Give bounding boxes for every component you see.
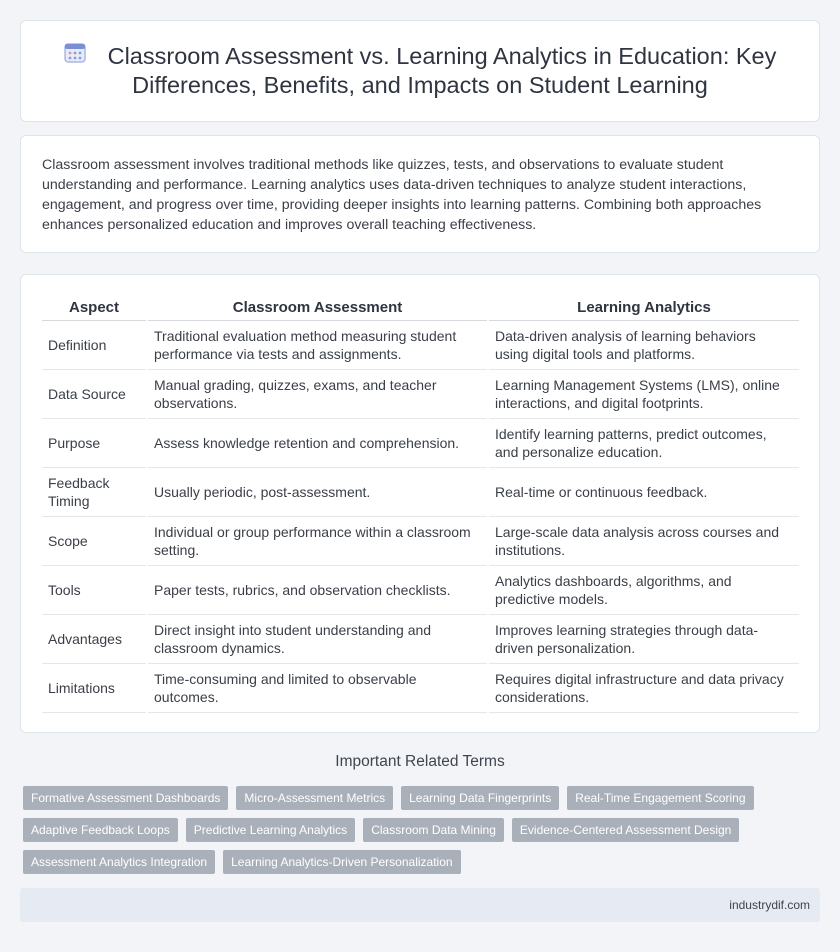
term-tag[interactable]: Classroom Data Mining (363, 818, 504, 842)
row-aspect: Limitations (42, 663, 147, 712)
table-row (42, 565, 799, 614)
calendar-icon (64, 41, 86, 63)
table-header-row (42, 294, 799, 320)
row-classroom-assessment: Traditional evaluation method measuring student performance via tests and assignments. (147, 320, 488, 369)
row-classroom-assessment: Direct insight into student understanding and classroom dynamics. (147, 614, 488, 663)
title-card (20, 20, 820, 122)
page-title (61, 42, 779, 100)
row-classroom-assessment: Assess knowledge retention and comprehension. (147, 418, 488, 467)
row-aspect: Advantages (42, 614, 147, 663)
table-row (42, 467, 799, 516)
footer-site-link[interactable]: industrydif.com (729, 898, 810, 912)
comparison-table (42, 294, 799, 713)
term-tag[interactable]: Adaptive Feedback Loops (23, 818, 178, 842)
term-tag[interactable]: Learning Data Fingerprints (401, 786, 559, 810)
table-row (42, 663, 799, 712)
row-learning-analytics: Improves learning strategies through data-driven personalization. (488, 614, 799, 663)
row-aspect: Tools (42, 565, 147, 614)
table-row (42, 614, 799, 663)
header-classroom-assessment: Classroom Assessment (147, 294, 488, 320)
header-learning-analytics: Learning Analytics (488, 294, 799, 320)
row-learning-analytics: Real-time or continuous feedback. (488, 467, 799, 516)
intro-paragraph: Classroom assessment involves traditional methods like quizzes, tests, and observations to evaluate student understanding and performance. Learning analytics uses data-driven techniques to analyze student interactions, engagement, and progress over time, providing deeper insights into learning patterns. Combining both approaches enhances personalized education and improves overall teaching effectiveness. (42, 157, 762, 233)
row-learning-analytics: Identify learning patterns, predict outcomes, and personalize education. (488, 418, 799, 467)
row-learning-analytics: Learning Management Systems (LMS), online interactions, and digital footprints. (488, 369, 799, 418)
term-tag[interactable]: Evidence-Centered Assessment Design (512, 818, 739, 842)
row-aspect: Data Source (42, 369, 147, 418)
table-row (42, 369, 799, 418)
row-aspect: Definition (42, 320, 147, 369)
row-aspect: Purpose (42, 418, 147, 467)
related-terms-list (23, 786, 803, 874)
row-learning-analytics: Data-driven analysis of learning behaviors using digital tools and platforms. (488, 320, 799, 369)
intro-card (20, 135, 820, 253)
title-wrap (21, 21, 819, 121)
row-learning-analytics: Analytics dashboards, algorithms, and predictive models. (488, 565, 799, 614)
row-aspect: Scope (42, 516, 147, 565)
row-classroom-assessment: Usually periodic, post-assessment. (147, 467, 488, 516)
table-row (42, 320, 799, 369)
page-title-text: Classroom Assessment vs. Learning Analytics in Education: Key Differences, Benefits, and Impacts on Student Learning (107, 43, 777, 98)
term-tag[interactable]: Predictive Learning Analytics (186, 818, 355, 842)
row-classroom-assessment: Manual grading, quizzes, exams, and teacher observations. (147, 369, 488, 418)
term-tag[interactable]: Real-Time Engagement Scoring (567, 786, 753, 810)
row-classroom-assessment: Paper tests, rubrics, and observation checklists. (147, 565, 488, 614)
term-tag[interactable]: Formative Assessment Dashboards (23, 786, 228, 810)
term-tag[interactable]: Assessment Analytics Integration (23, 850, 215, 874)
row-classroom-assessment: Individual or group performance within a classroom setting. (147, 516, 488, 565)
term-tag[interactable]: Learning Analytics-Driven Personalization (223, 850, 460, 874)
term-tag[interactable]: Micro-Assessment Metrics (236, 786, 393, 810)
row-learning-analytics: Large-scale data analysis across courses and institutions. (488, 516, 799, 565)
related-terms-heading: Important Related Terms (335, 753, 505, 770)
table-row (42, 516, 799, 565)
footer-bar (20, 888, 820, 922)
row-classroom-assessment: Time-consuming and limited to observable outcomes. (147, 663, 488, 712)
row-aspect: Feedback Timing (42, 467, 147, 516)
row-learning-analytics: Requires digital infrastructure and data privacy considerations. (488, 663, 799, 712)
table-row (42, 418, 799, 467)
header-aspect: Aspect (42, 294, 147, 320)
comparison-card (20, 274, 820, 733)
